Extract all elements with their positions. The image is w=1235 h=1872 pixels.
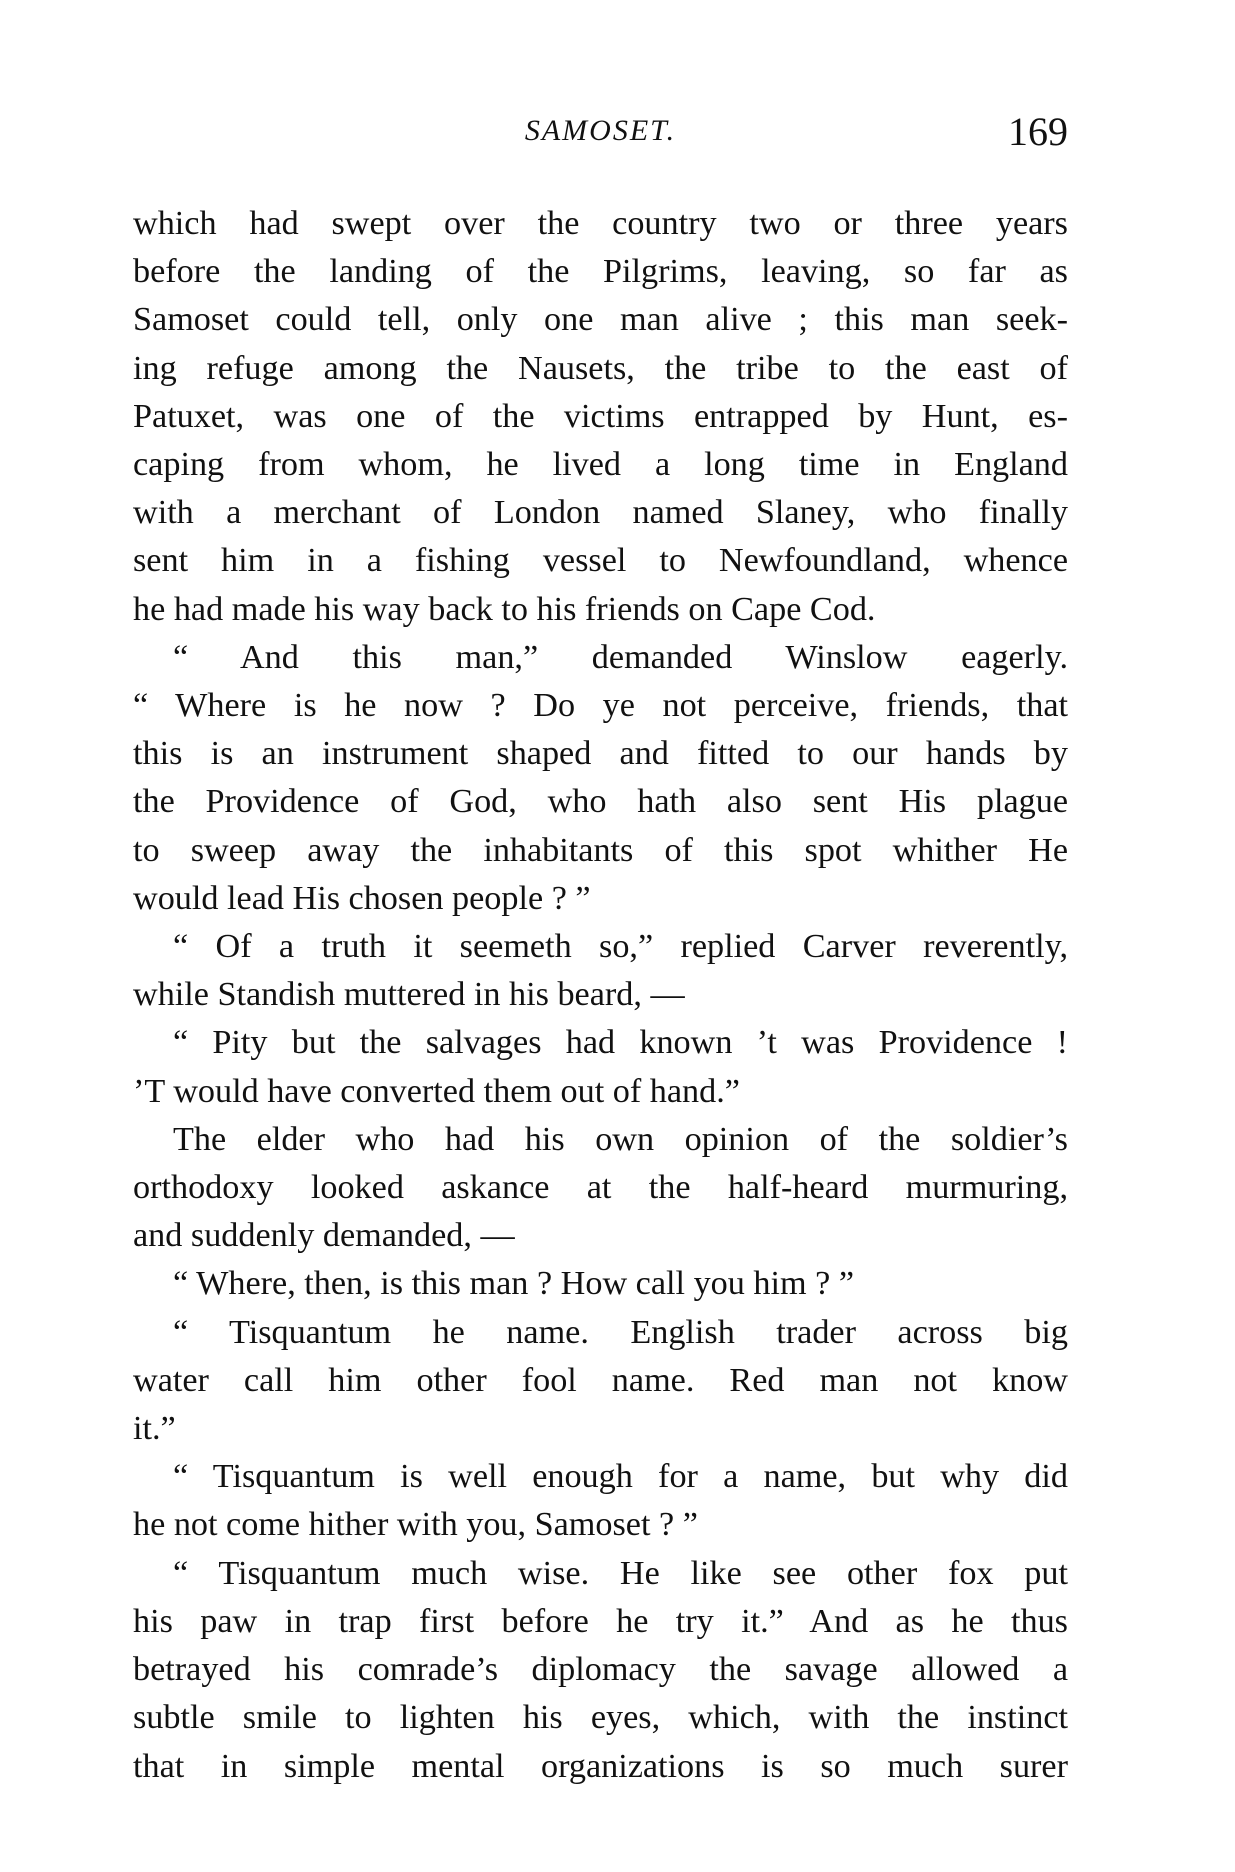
- text-line: The elder who had his own opinion of the soldier’s: [173, 1120, 1068, 1158]
- text-line: while Standish muttered in his beard, —: [133, 976, 685, 1014]
- page-number: 169: [1008, 109, 1068, 154]
- text-line: betrayed his comrade’s diplomacy the savage allowed a: [133, 1651, 1068, 1689]
- text-line: Patuxet, was one of the victims entrapped by Hunt, es-: [133, 397, 1068, 435]
- text-line: and suddenly demanded, —: [133, 1217, 515, 1255]
- text-line: “ Tisquantum much wise. He like see other fox put: [173, 1554, 1068, 1592]
- text-line: sent him in a fishing vessel to Newfoundland, whence: [133, 542, 1068, 580]
- text-line: subtle smile to lighten his eyes, which, with the instinct: [133, 1699, 1068, 1737]
- text-line: the Providence of God, who hath also sent His plague: [133, 783, 1068, 821]
- text-line: he had made his way back to his friends on Cape Cod.: [133, 590, 876, 628]
- text-line: to sweep away the inhabitants of this spot whither He: [133, 831, 1068, 869]
- text-line: “ Of a truth it seemeth so,” replied Carver reverently,: [173, 928, 1068, 966]
- text-line: orthodoxy looked askance at the half-heard murmuring,: [133, 1169, 1068, 1207]
- text-line: “ Tisquantum is well enough for a name, but why did: [173, 1458, 1068, 1496]
- text-line: caping from whom, he lived a long time in England: [133, 446, 1068, 484]
- text-line: “ And this man,” demanded Winslow eagerly.: [173, 638, 1068, 676]
- text-line: before the landing of the Pilgrims, leaving, so far as: [133, 253, 1068, 291]
- text-line: it.”: [133, 1410, 176, 1448]
- text-line: with a merchant of London named Slaney, who finally: [133, 494, 1068, 532]
- text-line: Samoset could tell, only one man alive ; this man seek-: [133, 301, 1068, 339]
- text-line: would lead His chosen people ? ”: [133, 879, 591, 917]
- text-line: this is an instrument shaped and fitted to our hands by: [133, 735, 1068, 773]
- text-line: “ Tisquantum he name. English trader across big: [173, 1313, 1068, 1351]
- text-line: “ Where, then, is this man ? How call you him ? ”: [173, 1265, 855, 1303]
- text-line: that in simple mental organizations is so much surer: [133, 1747, 1068, 1785]
- book-page: [133, 108, 1068, 1791]
- body-text: [133, 200, 1068, 1791]
- text-line: ing refuge among the Nausets, the tribe to the east of: [133, 349, 1068, 387]
- text-line: “ Pity but the salvages had known ’t was Providence !: [173, 1024, 1068, 1062]
- running-head: [133, 108, 1068, 164]
- text-line: he not come hither with you, Samoset ? ”: [133, 1506, 698, 1544]
- text-line: his paw in trap first before he try it.” And as he thus: [133, 1602, 1068, 1640]
- text-line: ’T would have converted them out of hand.”: [133, 1072, 740, 1110]
- text-line: which had swept over the country two or three years: [133, 205, 1068, 242]
- text-line: water call him other fool name. Red man not know: [133, 1361, 1068, 1399]
- running-title: SAMOSET.: [524, 114, 677, 147]
- text-line: “ Where is he now ? Do ye not perceive, friends, that: [133, 687, 1068, 725]
